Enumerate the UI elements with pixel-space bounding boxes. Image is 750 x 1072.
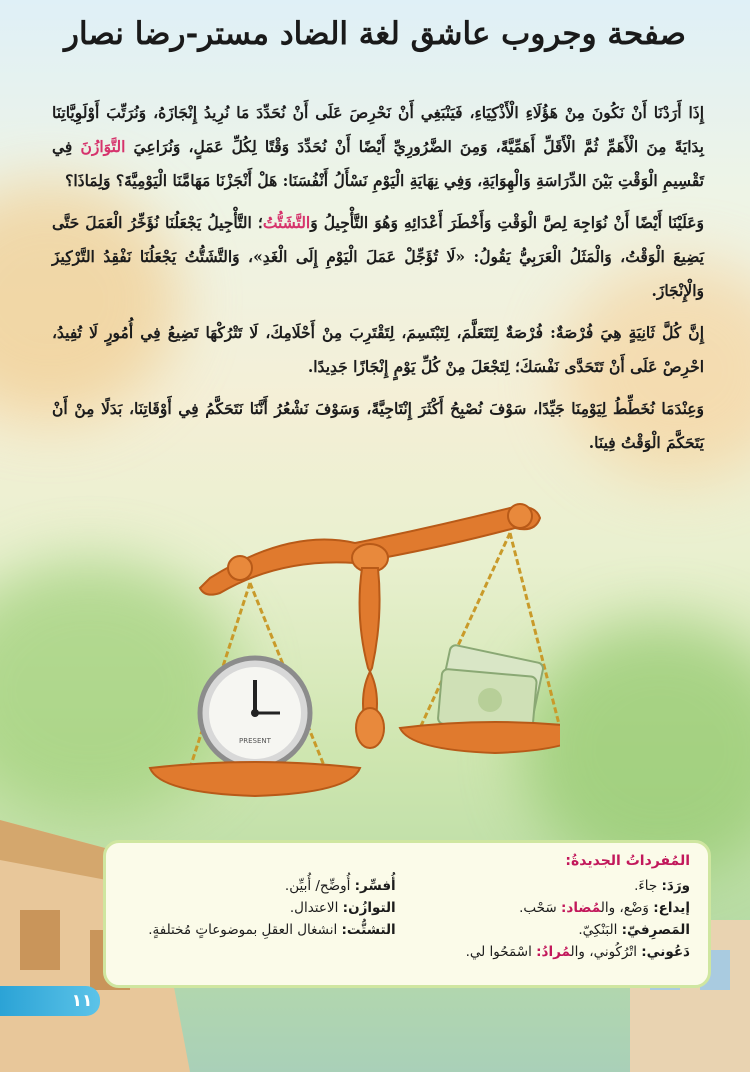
vocabulary-item: إيداع: وَضْع، والمُضاد: سَحْب. xyxy=(519,900,690,916)
vocabulary-item: التوازُن: الاعتدال. xyxy=(289,900,396,916)
vocabulary-item: ورَدَ: جاءَ. xyxy=(634,878,690,894)
vocabulary-box xyxy=(103,840,711,988)
article-body xyxy=(52,96,704,468)
paragraph-2: وَعَلَيْنَا أَيْضًا أَنْ نُوَاجِهَ لِصَّ الْوَقْتِ وَأَخْطَرَ أَعْدَائِهِ وَهُوَ التَّأْجِيلُ وَالتَّشَتُّتُ؛ التَّأْجِيلُ يَجْعَلُنَا نُؤَخِّرُ الْعَمَلَ حَتَّى يَضِيعَ الْوَقْتُ، وَالْمَثَلُ الْعَرَبِيُّ يَقُولُ: «لَا تُؤَجِّلْ عَمَلَ الْيَوْمِ إِلَى الْغَدِ»، وَالتَّشَتُّتُ يَجْعَلُنَا نَفْقِدُ التَّرْكِيزَ وَالْإِنْجَازَ. xyxy=(52,213,704,300)
paragraph-4: وَعِنْدَمَا نُخَطِّطُ لِيَوْمِنَا جَيِّدًا، سَوْفَ نُصْبِحُ أَكْثَرَ إِنْتَاجِيَّةً، وَسَوْفَ نَشْعُرُ أَنَّنَا نَتَحَكَّمُ فِي أَوْقَاتِنَا، بَدَلًا مِنْ أَنْ يَتَحَكَّمَ الْوَقْتُ فِينَا. xyxy=(52,399,704,452)
money-icon xyxy=(438,644,545,732)
vocabulary-title: المُفرداتُ الجديدةُ: xyxy=(565,853,690,869)
vocabulary-item: التشتُّت: انشغال العقلِ بموضوعاتٍ مُختلفةٍ. xyxy=(148,922,396,938)
paragraph-3: إِنَّ كُلَّ ثَانِيَةٍ هِيَ فُرْصَةٌ: فُرْصَةٌ لِتَتَعَلَّمَ، لِتَبْتَسِمَ، لِتَقْتَرِبَ مِنْ أَحْلَامِكَ، لَا تَتْرُكْهَا تَضِيعُ فِي أُمُورٍ لَا تُفِيدُ، احْرِصْ عَلَى أَنْ تَتَحَدَّى نَفْسَكَ؛ لِتَجْعَلَ مِنْ كُلِّ يَوْمٍ إِنْجَازًا جَدِيدًا. xyxy=(52,323,704,376)
highlighted-word: التَّشَتُّتُ xyxy=(262,213,311,232)
vocabulary-column-left xyxy=(124,875,396,963)
clock-icon xyxy=(200,658,310,768)
page-number: ١١ xyxy=(71,991,93,1011)
paragraph-1: إِذَا أَرَدْنَا أَنْ نَكُونَ مِنْ هَؤُلَاءِ الْأَذْكِيَاءِ، فَيَنْبَغِي أَنْ نَحْرِصَ عَلَى أَنْ نُحَدِّدَ مَا نُرِيدُ إِنْجَازَهُ، وَنُرَتِّبَ أَوْلَوِيَّاتِنَا بِدَايَةً مِنَ الْأَهَمِّ ثُمَّ الْأَقَلِّ أَهَمِّيَّةً، وَمِنَ الضَّرُورِيِّ أَيْضًا أَنْ نُحَدِّدَ وَقْتًا لِكُلِّ عَمَلٍ، وَنُرَاعِيَ التَّوَازُنَ فِي تَقْسِيمِ الْوَقْتِ بَيْنَ الدِّرَاسَةِ وَالْهِوَايَةِ، وَفِي نِهَايَةِ الْيَوْمِ نَسْأَلُ أَنْفُسَنَا: هَلْ أَنْجَزْنَا مَهَامَّنَا الْيَوْمِيَّةَ؟ وَلِمَاذَا؟ xyxy=(52,103,704,190)
vocabulary-item: المَصرِفيّ: البَنْكِيّ. xyxy=(578,922,690,938)
clock-brand: PRESENT xyxy=(239,737,271,745)
vocabulary-item: أُفسِّر: أُوضِّح/ أُبيِّن. xyxy=(284,878,396,894)
balance-scale-illustration xyxy=(140,488,560,828)
page-title: صفحة وجروب عاشق لغة الضاد مستر-رضا نصار xyxy=(63,16,686,52)
vocabulary-column-right xyxy=(418,875,690,963)
highlighted-word: التَّوَازُنَ xyxy=(80,137,126,156)
vocabulary-item: دَعُوني: اتْرُكُوني، والمُرادُ: اسْمَحُوا لي. xyxy=(465,944,690,960)
